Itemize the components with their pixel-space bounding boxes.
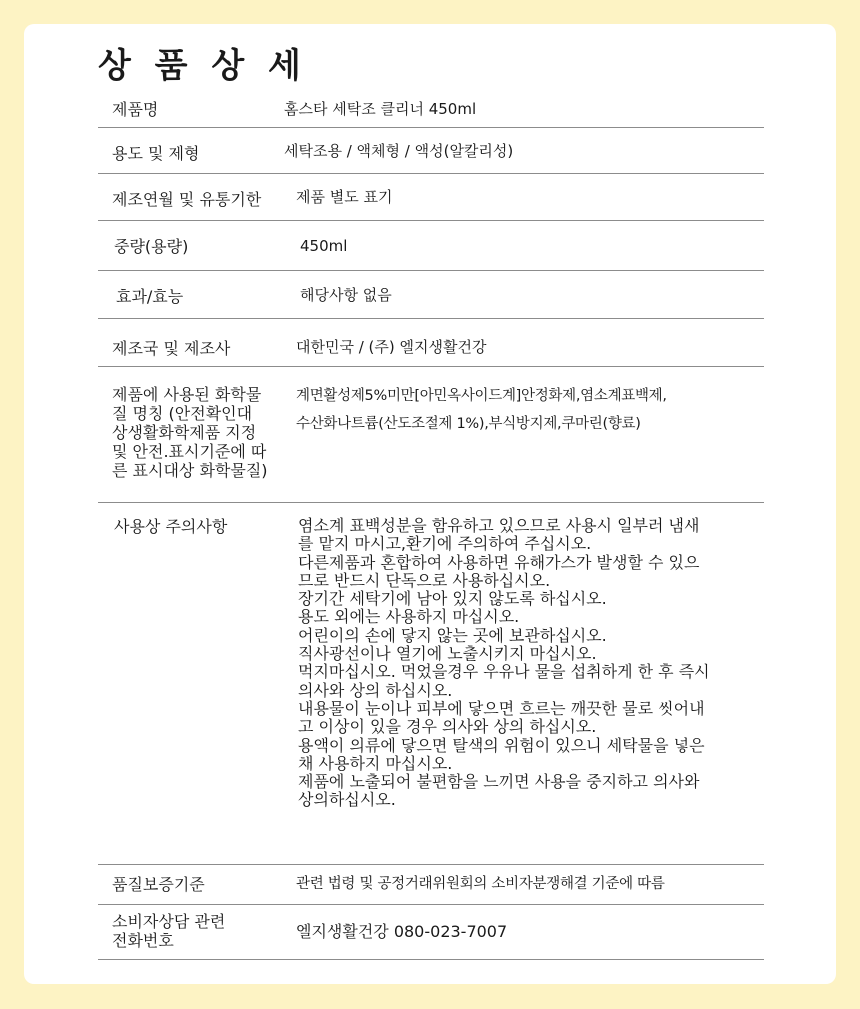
caution-line: 내용물이 눈이나 피부에 닿으면 흐르는 깨끗한 물로 씻어내 bbox=[298, 698, 705, 718]
label-maker: 제조국 및 제조사 bbox=[112, 339, 231, 358]
row-quality bbox=[98, 865, 764, 905]
caution-line: 고 이상이 있을 경우 의사와 상의 하십시오. bbox=[298, 717, 597, 737]
label-contact bbox=[112, 912, 225, 950]
row-maker bbox=[98, 319, 764, 367]
caution-line: 의사와 상의 하십시오. bbox=[298, 680, 453, 700]
row-weight bbox=[98, 221, 764, 271]
label-date: 제조연월 및 유통기한 bbox=[112, 190, 262, 209]
caution-line: 장기간 세탁기에 남아 있지 않도록 하십시오. bbox=[298, 589, 607, 609]
caution-line: 상의하십시오. bbox=[298, 790, 396, 810]
label-chemicals-line: 른 표시대상 화학물질) bbox=[112, 461, 268, 480]
caution-line: 를 맡지 마시고,환기에 주의하여 주십시오. bbox=[298, 534, 592, 554]
label-weight: 중량(용량) bbox=[114, 237, 189, 256]
value-contact: 엘지생활건강 080-023-7007 bbox=[296, 922, 508, 941]
row-effect bbox=[98, 271, 764, 319]
caution-line: 용액이 의류에 닿으면 탈색의 위험이 있으니 세탁물을 넣은 bbox=[298, 735, 705, 755]
caution-line: 직사광선이나 열기에 노출시키지 마십시오. bbox=[298, 644, 597, 664]
row-product-name bbox=[98, 88, 764, 128]
caution-list bbox=[298, 517, 768, 810]
label-chemicals-line: 상생활화학제품 지정 bbox=[112, 423, 257, 442]
value-effect: 해당사항 없음 bbox=[300, 286, 392, 304]
caution-line: 므로 반드시 단독으로 사용하십시오. bbox=[298, 570, 551, 590]
label-caution: 사용상 주의사항 bbox=[114, 517, 228, 536]
caution-line: 제품에 노출되어 불편함을 느끼면 사용을 중지하고 의사와 bbox=[298, 772, 700, 792]
value-usage-form: 세탁조용 / 액체형 / 액성(알칼리성) bbox=[284, 142, 514, 160]
caution-line: 다른제품과 혼합하여 사용하면 유해가스가 발생할 수 있으 bbox=[298, 552, 700, 572]
label-chemicals-line: 질 명칭 (안전확인대 bbox=[112, 404, 253, 423]
value-product-name: 홈스타 세탁조 클리너 450ml bbox=[284, 100, 477, 118]
value-date: 제품 별도 표기 bbox=[296, 188, 393, 206]
label-product-name: 제품명 bbox=[112, 100, 159, 119]
value-quality: 관련 법령 및 공정거래위원회의 소비자분쟁해결 기준에 따름 bbox=[296, 876, 665, 892]
label-chemicals bbox=[112, 385, 268, 480]
value-maker: 대한민국 / (주) 엘지생활건강 bbox=[296, 338, 487, 356]
label-contact-line: 소비자상담 관련 bbox=[112, 912, 226, 931]
value-chemicals-line: 수산화나트륨(산도조절제 1%),부식방지제,쿠마린(향료) bbox=[296, 416, 641, 432]
row-date bbox=[98, 174, 764, 221]
row-contact bbox=[98, 905, 764, 960]
label-chemicals-line: 제품에 사용된 화학물 bbox=[112, 385, 262, 404]
label-quality: 품질보증기준 bbox=[112, 875, 205, 894]
caution-line: 채 사용하지 마십시오. bbox=[298, 753, 453, 773]
page-title: 상 품 상 세 bbox=[98, 46, 307, 86]
row-usage-form bbox=[98, 128, 764, 174]
value-weight: 450ml bbox=[300, 237, 348, 255]
product-detail-card bbox=[24, 24, 836, 984]
row-caution bbox=[98, 503, 764, 865]
caution-line: 어린이의 손에 닿지 않는 곳에 보관하십시오. bbox=[298, 625, 607, 645]
caution-line: 염소계 표백성분을 함유하고 있으므로 사용시 일부러 냄새 bbox=[298, 516, 700, 535]
caution-line: 먹지마십시오. 먹었을경우 우유나 물을 섭취하게 한 후 즉시 bbox=[298, 662, 710, 682]
label-contact-line: 전화번호 bbox=[112, 931, 174, 950]
value-chemicals-line: 계면활성제5%미만[아민옥사이드계]안정화제,염소계표백제, bbox=[296, 388, 667, 404]
row-chemicals bbox=[98, 367, 764, 503]
caution-line: 용도 외에는 사용하지 마십시오. bbox=[298, 607, 520, 627]
label-effect: 효과/효능 bbox=[116, 287, 184, 306]
label-chemicals-line: 및 안전.표시기준에 따 bbox=[112, 442, 267, 461]
label-usage-form: 용도 및 제형 bbox=[112, 144, 200, 163]
